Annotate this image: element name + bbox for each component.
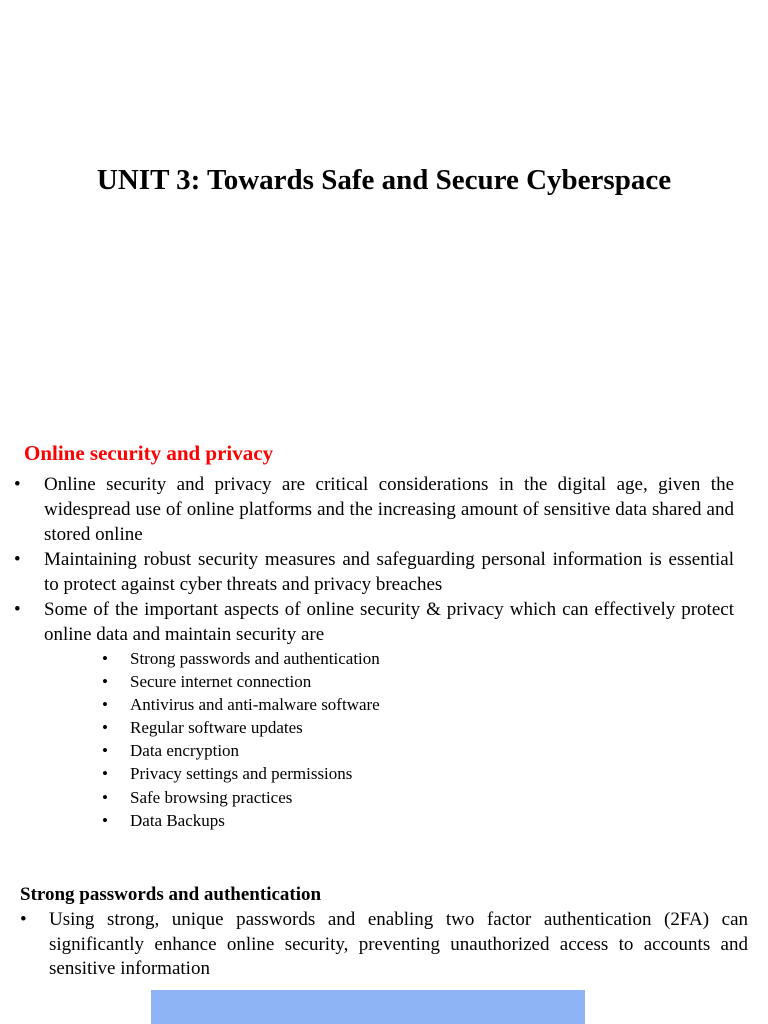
list-item-text: Using strong, unique passwords and enabling two factor authentication (2FA) can significantly enhance online security, preventing unauthorized access to accounts and sensitive information (49, 909, 748, 979)
sub-list-item (0, 739, 768, 762)
bullet-icon: • (102, 718, 108, 738)
list-item-text: Maintaining robust security measures and safeguarding personal information is essential to protect against cyber threats and privacy breaches (44, 549, 734, 595)
sub-list-item (0, 762, 768, 785)
sub-list-item-text: Regular software updates (130, 718, 303, 738)
sub-list-item-text: Antivirus and anti-malware software (130, 695, 380, 715)
page-title: UNIT 3: Towards Safe and Secure Cyberspace (96, 164, 672, 196)
sub-list-item-text: Safe browsing practices (130, 787, 293, 807)
sub-list-item (0, 670, 768, 693)
sub-list-item (0, 647, 768, 670)
bullet-icon: • (14, 599, 21, 620)
bullet-icon: • (14, 474, 21, 495)
bullet-icon: • (102, 810, 108, 830)
bullet-icon: • (14, 549, 21, 570)
sub-list-item-text: Data Backups (130, 810, 225, 830)
sub-list-item (0, 716, 768, 739)
sub-list-item (0, 809, 768, 832)
bullet-icon: • (102, 672, 108, 692)
bullet-icon: • (102, 764, 108, 784)
bullet-icon: • (102, 649, 108, 668)
sub-list-item-text: Data encryption (130, 741, 240, 761)
section-heading-online-security: Online security and privacy (24, 441, 274, 465)
blue-content-box (151, 990, 585, 1024)
online-security-bullet-list (0, 472, 768, 647)
list-item-text: Some of the important aspects of online security & privacy which can effectively protect online data and maintain security are (44, 599, 734, 645)
sub-list-item-text: Strong passwords and authentication (130, 649, 380, 668)
bullet-icon: • (102, 787, 108, 807)
bullet-icon: • (102, 741, 108, 761)
list-item-text: Online security and privacy are critical considerations in the digital age, given the widespread use of online platforms and the increasing amount of sensitive data shared and stored online (44, 474, 734, 545)
section-heading-strong-passwords: Strong passwords and authentication (20, 884, 322, 905)
sub-list-item (0, 693, 768, 716)
security-aspects-sublist (0, 647, 768, 832)
list-item (0, 597, 768, 647)
list-item (0, 472, 768, 547)
sub-list-item-text: Privacy settings and permissions (130, 764, 353, 784)
list-item (0, 547, 768, 597)
bullet-icon: • (20, 909, 27, 930)
list-item (0, 908, 768, 982)
strong-passwords-bullet-list (0, 908, 768, 982)
bullet-icon: • (102, 695, 108, 715)
sub-list-item (0, 786, 768, 809)
sub-list-item-text: Secure internet connection (130, 672, 312, 692)
